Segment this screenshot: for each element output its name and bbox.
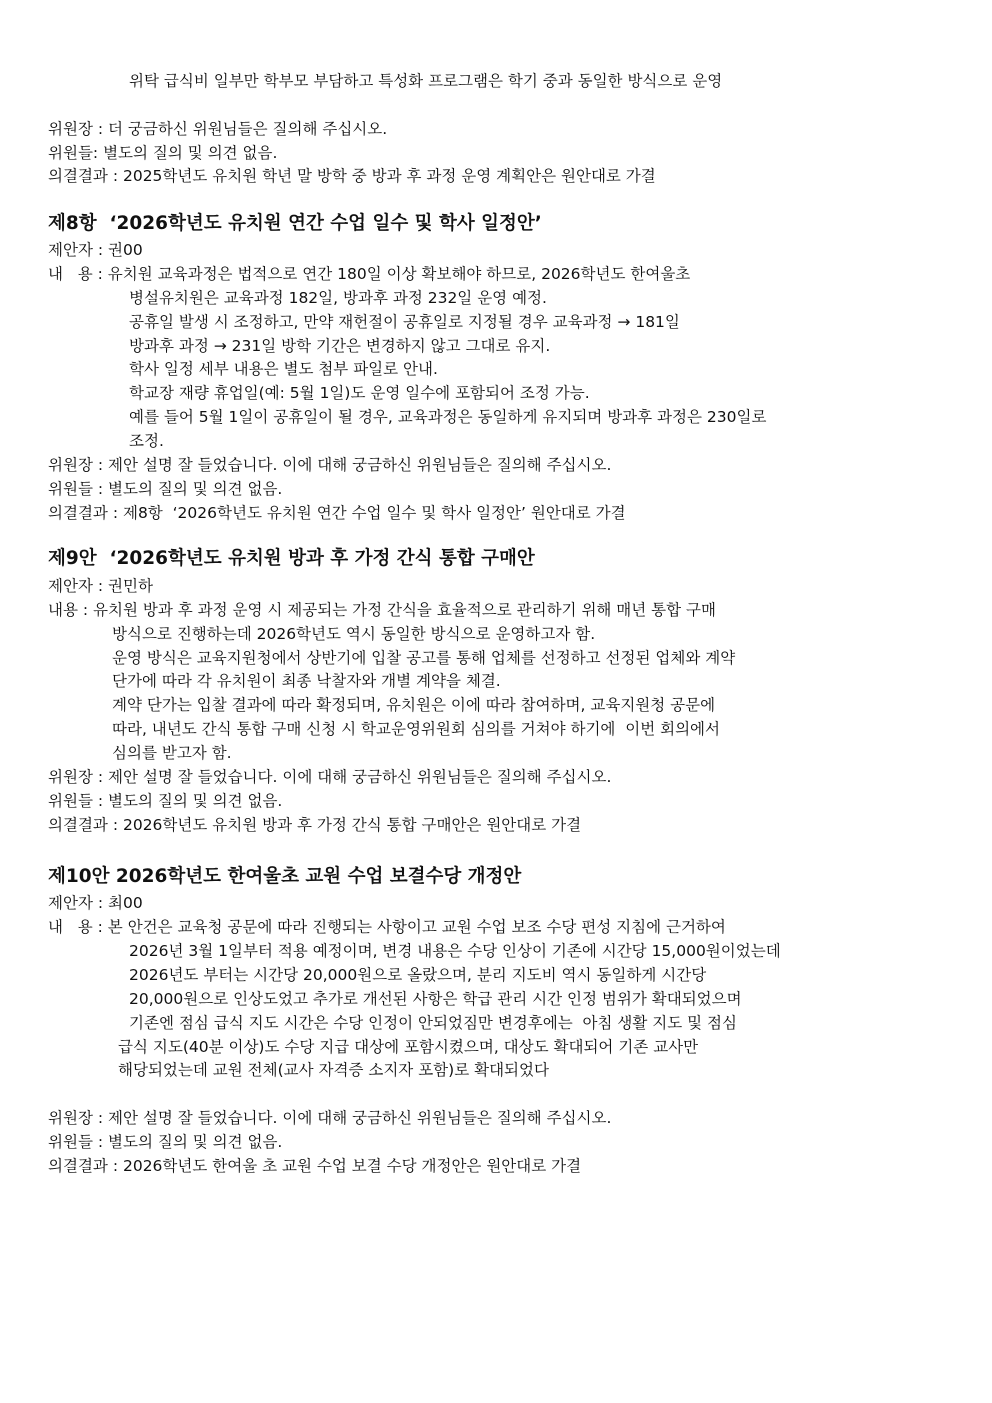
content-line: 따라, 내년도 간식 통합 구매 신청 시 학교운영위원회 심의를 거쳐야 하기에 이번 회의에서 bbox=[112, 720, 721, 738]
content-line: 심의를 받고자 함. bbox=[112, 744, 232, 762]
chair-remark: 위원장 : 제안 설명 잘 들었습니다. 이에 대해 궁금하신 위원님들은 질의해 주십시오. bbox=[48, 456, 612, 474]
continuation-line: 위탁 급식비 일부만 학부모 부담하고 특성화 프로그램은 학기 중과 동일한 방식으로 운영 bbox=[129, 72, 723, 90]
content-line: 내 용 : 유치원 교육과정은 법적으로 연간 180일 이상 확보해야 하므로, 2026학년도 한여울초 bbox=[48, 265, 691, 283]
content-line: 학사 일정 세부 내용은 별도 첨부 파일로 안내. bbox=[129, 360, 438, 378]
resolution-result: 의결결과 : 2026학년도 한여울 초 교원 수업 보결 수당 개정안은 원안대로 가결 bbox=[48, 1157, 582, 1175]
chair-remark: 위원장 : 제안 설명 잘 들었습니다. 이에 대해 궁금하신 위원님들은 질의해 주십시오. bbox=[48, 768, 612, 786]
proposer: 제안자 : 최00 bbox=[48, 894, 143, 912]
content-line: 급식 지도(40분 이상)도 수당 지급 대상에 포함시켰으며, 대상도 확대되어 기존 교사만 bbox=[118, 1038, 699, 1056]
content-line: 내 용 : 본 안건은 교육청 공문에 따라 진행되는 사항이고 교원 수업 보조 수당 편성 지침에 근거하여 bbox=[48, 918, 726, 936]
proposer: 제안자 : 권민하 bbox=[48, 577, 153, 595]
resolution-result: 의결결과 : 제8항 ‘2026학년도 유치원 연간 수업 일수 및 학사 일정안’ 원안대로 가결 bbox=[48, 504, 626, 522]
members-remark: 위원들 : 별도의 질의 및 의견 없음. bbox=[48, 480, 283, 498]
chair-remark: 위원장 : 더 궁금하신 위원님들은 질의해 주십시오. bbox=[48, 120, 388, 138]
members-remark: 위원들 : 별도의 질의 및 의견 없음. bbox=[48, 1133, 283, 1151]
content-line: 방식으로 진행하는데 2026학년도 역시 동일한 방식으로 운영하고자 함. bbox=[112, 625, 596, 643]
content-line: 계약 단가는 입찰 결과에 따라 확정되며, 유치원은 이에 따라 참여하며, 교육지원청 공문에 bbox=[112, 696, 716, 714]
content-line: 2026년도 부터는 시간당 20,000원으로 올랐으며, 분리 지도비 역시 동일하게 시간당 bbox=[129, 966, 707, 984]
section-title-item10: 제10안 2026학년도 한여울초 교원 수업 보결수당 개정안 bbox=[48, 866, 522, 887]
content-line: 예를 들어 5월 1일이 공휴일이 될 경우, 교육과정은 동일하게 유지되며 방과후 과정은 230일로 bbox=[129, 408, 767, 426]
content-line: 기존엔 점심 급식 지도 시간은 수당 인정이 안되었짐만 변경후에는 아침 생활 지도 및 점심 bbox=[129, 1014, 738, 1032]
content-line: 해당되었는데 교원 전체(교사 자격증 소지자 포함)로 확대되었다 bbox=[118, 1061, 549, 1079]
content-line: 2026년 3월 1일부터 적용 예정이며, 변경 내용은 수당 인상이 기존에 시간당 15,000원이었는데 bbox=[129, 942, 781, 960]
content-line: 공휴일 발생 시 조정하고, 만약 재헌절이 공휴일로 지정될 경우 교육과정 → 181일 bbox=[129, 313, 680, 331]
content-line: 학교장 재량 휴업일(예: 5월 1일)도 운영 일수에 포함되어 조정 가능. bbox=[129, 384, 590, 402]
members-remark: 위원들: 별도의 질의 및 의견 없음. bbox=[48, 144, 278, 162]
resolution-result: 의결결과 : 2025학년도 유치원 학년 말 방학 중 방과 후 과정 운영 계획안은 원안대로 가결 bbox=[48, 167, 656, 185]
proposer: 제안자 : 권00 bbox=[48, 241, 143, 259]
content-line: 내용 : 유치원 방과 후 과정 운영 시 제공되는 가정 간식을 효율적으로 관리하기 위해 매년 통합 구매 bbox=[48, 601, 717, 619]
content-line: 병설유치원은 교육과정 182일, 방과후 과정 232일 운영 예정. bbox=[129, 289, 547, 307]
chair-remark: 위원장 : 제안 설명 잘 들었습니다. 이에 대해 궁금하신 위원님들은 질의해 주십시오. bbox=[48, 1109, 612, 1127]
resolution-result: 의결결과 : 2026학년도 유치원 방과 후 가정 간식 통합 구매안은 원안대로 가결 bbox=[48, 816, 582, 834]
content-line: 단가에 따라 각 유치원이 최종 낙찰자와 개별 계약을 체결. bbox=[112, 672, 501, 690]
content-line: 20,000원으로 인상도었고 추가로 개선된 사항은 학급 관리 시간 인정 범위가 확대되었으며 bbox=[129, 990, 742, 1008]
members-remark: 위원들 : 별도의 질의 및 의견 없음. bbox=[48, 792, 283, 810]
content-line: 방과후 과정 → 231일 방학 기간은 변경하지 않고 그대로 유지. bbox=[129, 337, 551, 355]
section-title-item9: 제9안 ‘2026학년도 유치원 방과 후 가정 간식 통합 구매안 bbox=[48, 548, 535, 569]
content-line: 조정. bbox=[129, 432, 164, 450]
section-title-item8: 제8항 ‘2026학년도 유치원 연간 수업 일수 및 학사 일정안’ bbox=[48, 213, 542, 234]
content-line: 운영 방식은 교육지원청에서 상반기에 입찰 공고를 통해 업체를 선정하고 선정된 업체와 계약 bbox=[112, 649, 736, 667]
